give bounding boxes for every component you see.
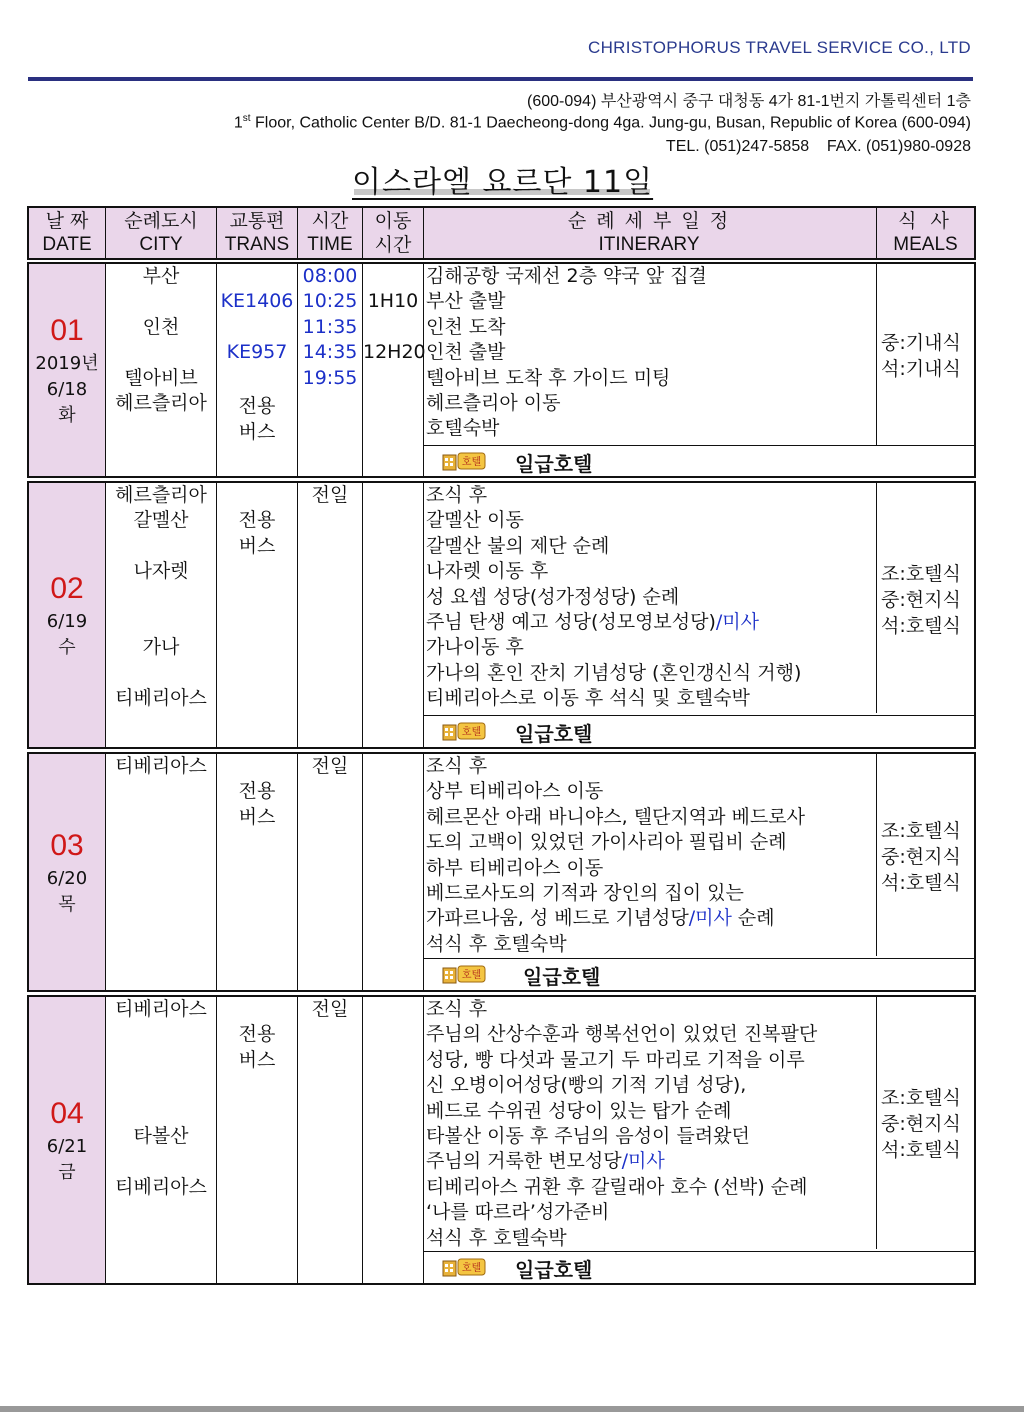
itinerary-line: 나자렛 이동 후	[426, 560, 549, 582]
date-cell	[29, 483, 106, 747]
day-row-01	[27, 262, 976, 478]
header-trans-kr: 교통편	[229, 210, 285, 232]
header-trans-en: TRANS	[224, 234, 290, 255]
day-row-03	[27, 752, 976, 992]
time: 전일	[311, 755, 349, 777]
hotel-icon	[441, 963, 487, 985]
time: 14:35	[302, 341, 358, 363]
meal: 중:현지식	[881, 846, 961, 868]
itinerary-line: 티베리아스로 이동 후 석식 및 호텔숙박	[426, 687, 750, 709]
header-move-kr: 이동	[374, 210, 412, 232]
transport: 전용	[238, 780, 276, 802]
mass-label: /미사	[621, 1150, 665, 1172]
date-cell	[29, 997, 106, 1283]
contact-info: TEL. (051)247-5858 FAX. (051)980-0928	[665, 138, 971, 155]
city: 타볼산	[133, 1125, 189, 1147]
itinerary-line: 가나의 혼인 잔치 기념성당 (혼인갱신식 거행)	[426, 662, 802, 684]
itinerary-line: 인천 도착	[426, 316, 506, 338]
transport: 버스	[238, 1049, 276, 1071]
meal: 조:호텔식	[881, 820, 961, 842]
city: 티베리아스	[115, 755, 207, 777]
day-row-02	[27, 481, 976, 749]
header-itinerary	[424, 208, 874, 258]
address-english	[234, 113, 971, 132]
itinerary-text: 가파르나움, 성 베드로 기념성당	[426, 907, 689, 929]
meal: 중:현지식	[881, 1113, 961, 1135]
city: 나자렛	[133, 560, 189, 582]
itinerary-line: 석식 후 호텔숙박	[426, 1227, 567, 1249]
flight-number: KE957	[226, 341, 288, 363]
duration: 1H10	[367, 290, 419, 312]
itinerary-line: 베드로 수위권 성당이 있는 탑가 순례	[426, 1100, 732, 1122]
transport: 전용	[238, 1023, 276, 1045]
hotel-name: 일급호텔	[523, 965, 601, 989]
header-itinerary-en: ITINERARY	[598, 234, 700, 255]
itinerary-line	[426, 906, 775, 932]
header-date-en: DATE	[42, 234, 92, 255]
transport: 버스	[238, 535, 276, 557]
itinerary-line: 헤르몬산 아래 바니야스, 텔단지역과 베드로사	[426, 806, 805, 828]
page-title: 이스라엘 요르단 11일	[352, 165, 654, 200]
hotel-icon	[441, 720, 487, 742]
hotel-row	[423, 1251, 974, 1282]
header-rule	[28, 77, 973, 81]
header-meals	[877, 208, 974, 258]
itinerary-line: 주님의 산상수훈과 행복선언이 있었던 진복팔단	[426, 1023, 818, 1045]
time: 전일	[311, 484, 349, 506]
itinerary-line: 상부 티베리아스 이동	[426, 780, 604, 802]
itinerary-line: 성당, 빵 다섯과 물고기 두 마리로 기적을 이루	[426, 1049, 805, 1071]
hotel-row	[423, 958, 974, 989]
hotel-name: 일급호텔	[515, 1258, 593, 1282]
company-name: CHRISTOPHORUS TRAVEL SERVICE CO., LTD	[588, 38, 971, 57]
itinerary-line: ‘나를 따르라’성가준비	[426, 1201, 610, 1223]
day-number: 01	[50, 314, 84, 347]
address-korean: (600-094) 부산광역시 중구 대청동 4가 81-1번지 가톨릭센터 1층	[527, 93, 971, 110]
itinerary-line: 조식 후	[426, 755, 488, 777]
time: 전일	[311, 998, 349, 1020]
itinerary-line: 조식 후	[426, 998, 488, 1020]
city: 티베리아스	[115, 687, 207, 709]
meal: 중:기내식	[881, 332, 961, 354]
itinerary-line: 갈멜산 불의 제단 순례	[426, 535, 610, 557]
time: 08:00	[302, 265, 358, 287]
meal: 조:호텔식	[881, 563, 961, 585]
date-cell	[29, 264, 106, 476]
time: 10:25	[302, 290, 358, 312]
city: 헤르츨리아	[115, 392, 207, 414]
itinerary-line: 인천 출발	[426, 341, 506, 363]
hotel-icon	[441, 1256, 487, 1278]
itinerary-text: 주님 탄생 예고 성당(성모영보성당)	[426, 611, 716, 633]
date: 6/21	[46, 1136, 88, 1157]
itinerary-text: 주님의 거룩한 변모성당	[426, 1150, 622, 1172]
date: 6/18	[46, 379, 88, 400]
meal: 중:현지식	[881, 589, 961, 611]
itinerary-text: 순례	[731, 907, 775, 929]
header-time	[298, 208, 362, 258]
hotel-icon-label: 호텔	[461, 970, 482, 981]
transport: 버스	[238, 806, 276, 828]
itinerary-line	[426, 610, 759, 636]
time: 11:35	[302, 316, 358, 338]
itinerary-line: 갈멜산 이동	[426, 509, 524, 531]
date: 6/19	[46, 611, 88, 632]
meal: 석:기내식	[881, 358, 961, 380]
header-move	[363, 208, 423, 258]
city: 갈멜산	[133, 509, 189, 531]
header-itinerary-kr: 순 례 세 부 일 정	[567, 210, 731, 232]
header-meals-en: MEALS	[893, 234, 958, 255]
floor-suffix: st	[242, 113, 251, 124]
hotel-icon	[441, 450, 487, 472]
hotel-icon-label: 호텔	[461, 457, 482, 468]
hotel-name: 일급호텔	[515, 722, 593, 746]
itinerary-line: 호텔숙박	[426, 417, 500, 439]
itinerary-line: 석식 후 호텔숙박	[426, 933, 567, 955]
day-number: 04	[50, 1097, 84, 1130]
day-number: 02	[50, 572, 84, 605]
itinerary-line: 헤르츨리아 이동	[426, 392, 561, 414]
day-number: 03	[50, 829, 84, 862]
table-header	[27, 206, 976, 260]
header-city-kr: 순례도시	[124, 210, 198, 232]
meal: 석:호텔식	[881, 872, 961, 894]
hotel-icon-label: 호텔	[461, 727, 482, 738]
header-city	[106, 208, 216, 258]
itinerary-line: 부산 출발	[426, 290, 506, 312]
city: 가나	[142, 636, 180, 658]
itinerary-line: 타볼산 이동 후 주님의 음성이 들려왔던	[426, 1125, 750, 1147]
floor-number: 1	[233, 114, 243, 132]
itinerary-line: 베드로사도의 기적과 장인의 집이 있는	[426, 882, 744, 904]
itinerary-line: 성 요셉 성당(성가정성당) 순례	[426, 586, 680, 608]
time: 19:55	[302, 367, 358, 389]
flight-number: KE1406	[220, 290, 294, 312]
itinerary-line: 텔아비브 도착 후 가이드 미팅	[426, 367, 671, 389]
city: 티베리아스	[115, 1176, 207, 1198]
meal: 석:호텔식	[881, 1139, 961, 1161]
weekday: 화	[58, 405, 76, 426]
itinerary-line: 하부 티베리아스 이동	[426, 857, 604, 879]
transport: 전용	[238, 395, 276, 417]
meal: 조:호텔식	[881, 1087, 961, 1109]
transport: 전용	[238, 509, 276, 531]
city: 인천	[142, 316, 180, 338]
mass-label: /미사	[688, 907, 732, 929]
itinerary-line: 조식 후	[426, 484, 488, 506]
header-move-en: 시간	[374, 234, 412, 256]
meal: 석:호텔식	[881, 615, 961, 637]
city: 티베리아스	[115, 998, 207, 1020]
itinerary-line: 가나이동 후	[426, 636, 524, 658]
itinerary-line: 신 오병이어성당(빵의 기적 기념 성당),	[426, 1074, 747, 1096]
header-city-en: CITY	[139, 234, 183, 255]
hotel-row	[423, 715, 974, 746]
date: 6/20	[46, 868, 88, 889]
city: 헤르츨리아	[115, 484, 207, 506]
day-row-04	[27, 995, 976, 1285]
city: 부산	[142, 265, 180, 287]
header-date	[29, 208, 105, 258]
transport: 버스	[238, 421, 276, 443]
hotel-icon-label: 호텔	[461, 1263, 482, 1274]
header-time-kr: 시간	[311, 210, 349, 232]
city: 텔아비브	[124, 367, 198, 389]
hotel-name: 일급호텔	[515, 452, 593, 476]
itinerary-line: 티베리아스 귀환 후 갈릴래아 호수 (선박) 순례	[426, 1176, 808, 1198]
header-meals-kr: 식 사	[898, 210, 953, 232]
hotel-row	[423, 445, 974, 476]
header-trans	[217, 208, 297, 258]
weekday: 목	[58, 894, 76, 915]
date-cell	[29, 754, 106, 990]
weekday: 수	[58, 637, 76, 658]
header-date-kr: 날 짜	[45, 210, 89, 232]
duration: 12H20	[363, 341, 426, 363]
weekday: 금	[58, 1162, 76, 1183]
itinerary-line	[426, 1149, 665, 1175]
mass-label: /미사	[715, 611, 760, 633]
itinerary-line: 도의 고백이 있었던 가이사리아 필립비 순례	[426, 831, 787, 853]
address-english-text: Floor, Catholic Center B/D. 81-1 Daecheong-dong 4ga. Jung-gu, Busan, Republic of Korea (600-094)	[250, 114, 971, 132]
year: 2019년	[35, 353, 99, 374]
bottom-bar	[0, 1406, 1024, 1412]
itinerary-line: 김해공항 국제선 2층 약국 앞 집결	[426, 265, 707, 287]
header-time-en: TIME	[307, 234, 353, 255]
